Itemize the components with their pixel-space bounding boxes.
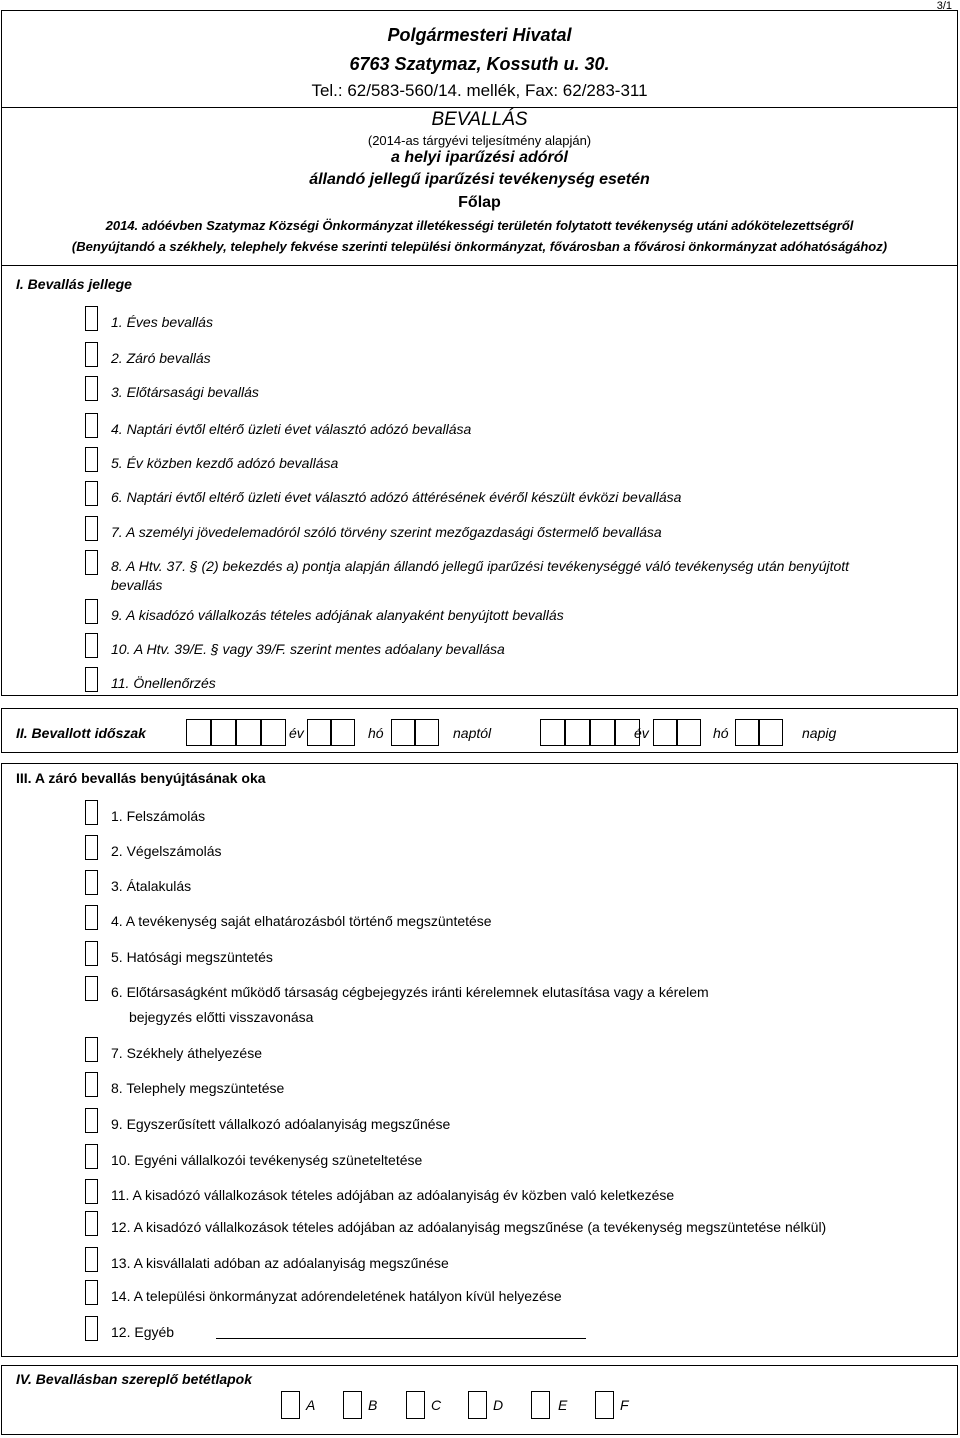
checkbox-label: 5. Év közben kezdő adózó bevallása: [111, 455, 339, 471]
office-phone: Tel.: 62/583-560/14. mellék, Fax: 62/283-311: [311, 81, 648, 100]
section-1-title: I. Bevallás jellege: [16, 276, 132, 292]
checkbox[interactable]: [85, 1144, 98, 1169]
to-year-digit-2[interactable]: [565, 719, 590, 746]
checkbox[interactable]: [85, 633, 98, 658]
checkbox-label: 11. Önellenőrzés: [111, 675, 216, 691]
page-number: 3/1: [936, 0, 952, 12]
checkbox-label: 11. A kisadózó vállalkozások tételes adójában az adóalanyiság év közben való keletkezése: [111, 1187, 675, 1203]
checkbox[interactable]: [85, 835, 98, 860]
section-2: [1, 708, 958, 753]
checkbox-label: 9. Egyszerűsített vállalkozó adóalanyiság megszűnése: [111, 1116, 451, 1132]
checkbox[interactable]: [85, 941, 98, 966]
form-header: [1, 10, 958, 266]
checkbox-label: 2. Végelszámolás: [111, 843, 222, 859]
section-2-title: II. Bevallott időszak: [16, 725, 146, 741]
label-year-2: év: [634, 725, 649, 741]
form-subtitle-tax: a helyi iparűzési adóról: [391, 149, 568, 166]
checkbox[interactable]: [85, 306, 98, 331]
sheet-a-label: A: [306, 1397, 316, 1413]
checkbox-label: 6. Előtársaságként működő társaság cégbejegyzés iránti kérelemnek elutasítása vagy a kérelem: [111, 984, 709, 1000]
checkbox-sheet-f[interactable]: [595, 1391, 614, 1419]
to-month-digit-2[interactable]: [676, 719, 701, 746]
checkbox-label: 1. Éves bevallás: [111, 314, 213, 330]
checkbox-label: 4. Naptári évtől eltérő üzleti évet választó adózó bevallása: [111, 421, 472, 437]
checkbox[interactable]: [85, 1247, 98, 1272]
label-year: év: [289, 725, 304, 741]
checkbox[interactable]: [85, 599, 98, 624]
to-month-digit-1[interactable]: [653, 719, 678, 746]
checkbox[interactable]: [85, 516, 98, 541]
from-year-digit-3[interactable]: [236, 719, 261, 746]
checkbox[interactable]: [85, 1179, 98, 1204]
label-month-2: hó: [713, 725, 729, 741]
other-reason-input[interactable]: [216, 1338, 586, 1339]
sheet-e-label: E: [558, 1397, 568, 1413]
to-year-digit-3[interactable]: [590, 719, 615, 746]
checkbox-label: 13. A kisvállalati adóban az adóalanyiság megszűnése: [111, 1255, 449, 1271]
checkbox-sheet-a[interactable]: [281, 1391, 300, 1419]
checkbox[interactable]: [85, 800, 98, 825]
checkbox[interactable]: [85, 1037, 98, 1062]
from-day-digit-1[interactable]: [391, 719, 416, 746]
checkbox-label: 10. Egyéni vállalkozói tevékenység szüneteltetése: [111, 1152, 423, 1168]
checkbox[interactable]: [85, 1280, 98, 1305]
checkbox-label: 10. A Htv. 39/E. § vagy 39/F. szerint mentes adóalany bevallása: [111, 641, 505, 657]
checkbox-label: 14. A települési önkormányzat adórendeletének hatályon kívül helyezése: [111, 1288, 562, 1304]
checkbox-sheet-e[interactable]: [531, 1391, 550, 1419]
section-1: [1, 266, 958, 696]
checkbox-label: 12. Egyéb: [111, 1324, 175, 1340]
checkbox-label: 2. Záró bevallás: [111, 350, 211, 366]
checkbox[interactable]: [85, 342, 98, 367]
checkbox[interactable]: [85, 1316, 98, 1341]
from-day-digit-2[interactable]: [414, 719, 439, 746]
checkbox-label: 5. Hatósági megszüntetés: [111, 949, 273, 965]
office-name: Polgármesteri Hivatal: [387, 25, 572, 45]
sheet-d-label: D: [493, 1397, 504, 1413]
form-subtitle-activity: állandó jellegű iparűzési tevékenység esetén: [309, 171, 650, 188]
checkbox-label: 7. A személyi jövedelemadóról szóló törvény szerint mezőgazdasági őstermelő bevallása: [111, 524, 662, 540]
checkbox-label: 3. Előtársasági bevallás: [111, 384, 259, 400]
checkbox[interactable]: [85, 481, 98, 506]
header-divider: [2, 107, 957, 108]
sheet-b-label: B: [368, 1397, 378, 1413]
checkbox[interactable]: [85, 1108, 98, 1133]
checkbox-sheet-d[interactable]: [468, 1391, 487, 1419]
section-3-title: III. A záró bevallás benyújtásának oka: [16, 770, 266, 786]
form-submission-note: (Benyújtandó a székhely, telephely fekvése szerinti települési önkormányzat, fővárosban a fővárosi önkormányzat adóhatóságához): [71, 239, 888, 254]
to-day-digit-2[interactable]: [758, 719, 783, 746]
checkbox-label: 9. A kisadózó vállalkozás tételes adójának alanyaként benyújtott bevallás: [111, 607, 564, 623]
office-address: 6763 Szatymaz, Kossuth u. 30.: [349, 54, 610, 74]
sheet-f-label: F: [620, 1397, 629, 1413]
to-year-digit-1[interactable]: [540, 719, 565, 746]
checkbox-label: 8. A Htv. 37. § (2) bekezdés a) pontja alapján állandó jellegű iparűzési tevékenységgé váló tevékenység után benyújtott: [111, 558, 850, 574]
label-until: napig: [802, 725, 837, 741]
checkbox[interactable]: [85, 550, 98, 575]
checkbox[interactable]: [85, 870, 98, 895]
from-month-digit-2[interactable]: [330, 719, 355, 746]
checkbox-label-cont: bejegyzés előtti visszavonása: [129, 1009, 314, 1025]
section-4: [1, 1365, 958, 1435]
to-day-digit-1[interactable]: [735, 719, 760, 746]
from-year-digit-4[interactable]: [261, 719, 286, 746]
checkbox-label: 3. Átalakulás: [111, 878, 192, 894]
checkbox-label: 8. Telephely megszüntetése: [111, 1080, 285, 1096]
section-3: [1, 763, 958, 1357]
section-4-title: IV. Bevallásban szereplő betétlapok: [16, 1371, 253, 1387]
checkbox-label: 6. Naptári évtől eltérő üzleti évet választó adózó áttérésének évéről készült évközi bevallása: [111, 489, 682, 505]
label-month: hó: [368, 725, 384, 741]
form-subtitle-year: (2014-as tárgyévi teljesítmény alapján): [367, 133, 592, 148]
checkbox-label-cont: bevallás: [111, 577, 163, 593]
form-scope: 2014. adóévben Szatymaz Községi Önkormányzat illetékességi területén folytatott tevékenység utáni adókötelezettségről: [105, 218, 854, 233]
checkbox-sheet-b[interactable]: [343, 1391, 362, 1419]
checkbox[interactable]: [85, 376, 98, 401]
form-subtitle-main: Főlap: [458, 194, 501, 211]
checkbox[interactable]: [85, 976, 98, 1001]
checkbox[interactable]: [85, 667, 98, 692]
checkbox-label: 12. A kisadózó vállalkozások tételes adójában az adóalanyiság megszűnése (a tevékenység megszüntetése nélkül): [111, 1219, 827, 1235]
checkbox-label: 7. Székhely áthelyezése: [111, 1045, 262, 1061]
from-year-digit-1[interactable]: [186, 719, 211, 746]
checkbox-label: 4. A tevékenység saját elhatározásból történő megszüntetése: [111, 913, 492, 929]
checkbox[interactable]: [85, 1072, 98, 1097]
checkbox[interactable]: [85, 413, 98, 438]
checkbox[interactable]: [85, 905, 98, 930]
label-from: naptól: [453, 725, 492, 741]
checkbox-label: 1. Felszámolás: [111, 808, 206, 824]
checkbox-sheet-c[interactable]: [406, 1391, 425, 1419]
from-month-digit-1[interactable]: [307, 719, 332, 746]
sheet-c-label: C: [431, 1397, 442, 1413]
form-title: BEVALLÁS: [431, 109, 528, 130]
from-year-digit-2[interactable]: [211, 719, 236, 746]
checkbox[interactable]: [85, 1211, 98, 1236]
checkbox[interactable]: [85, 447, 98, 472]
